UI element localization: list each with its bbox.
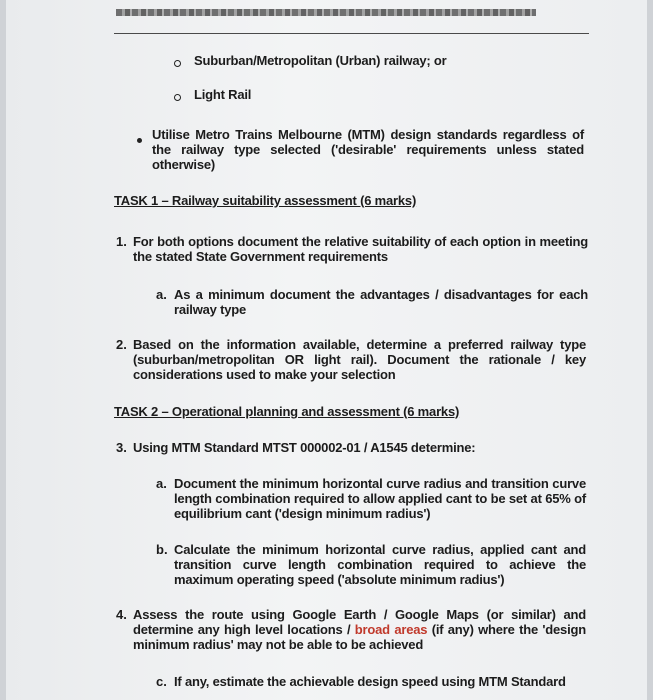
item3b-marker: b. [156,542,168,557]
item4c-text: If any, estimate the achievable design speed using MTM Standard [174,674,566,689]
sub-bullet-light-rail: Light Rail [194,87,252,102]
item4-text-red: broad areas [354,622,428,637]
item1a-marker: a. [156,287,167,302]
item4-text [133,607,586,652]
item3a-marker: a. [156,476,167,491]
filled-bullet-icon [137,131,142,146]
item4-text-before: Assess the route using Google Earth / Google Maps (or similar) and determine any high level locations / [133,607,586,637]
item2-marker: 2. [116,337,127,352]
hollow-bullet-icon [174,89,181,104]
bullet-mtm-standards: Utilise Metro Trains Melbourne (MTM) design standards regardless of the railway type selected ('desirable' requirements unless stated otherwise) [152,127,584,172]
sub-bullet-urban: Suburban/Metropolitan (Urban) railway; or [194,53,447,68]
item4-text-after: (if any) where the 'design minimum radius' may not be able to be achieved [133,622,586,652]
item3b-text: Calculate the minimum horizontal curve radius, applied cant and transition curve length combination required to achieve the maximum operating speed ('absolute minimum radius') [174,542,586,587]
task1-heading: TASK 1 – Railway suitability assessment (6 marks) [114,193,417,208]
item3a-text: Document the minimum horizontal curve radius and transition curve length combination required to allow applied cant to be set at 65% of equilibrium cant ('design minimum radius') [174,476,586,521]
task2-heading: TASK 2 – Operational planning and assessment (6 marks) [114,404,460,419]
item1-text: For both options document the relative suitability of each option in meeting the stated State Government requirements [133,234,588,264]
hollow-bullet-icon [174,55,181,70]
document-page [6,0,647,700]
item2-text: Based on the information available, determine a preferred railway type (suburban/metropolitan OR light rail). Document the rationale / key considerations used to make your selection [133,337,586,382]
item3-text: Using MTM Standard MTST 000002-01 / A1545 determine: [133,440,476,455]
item4c-marker: c. [156,674,167,689]
scribbled-header [116,9,536,16]
item4-marker: 4. [116,607,127,622]
header-rule [114,33,589,34]
item3-marker: 3. [116,440,127,455]
item1a-text: As a minimum document the advantages / disadvantages for each railway type [174,287,588,317]
item1-marker: 1. [116,234,127,249]
